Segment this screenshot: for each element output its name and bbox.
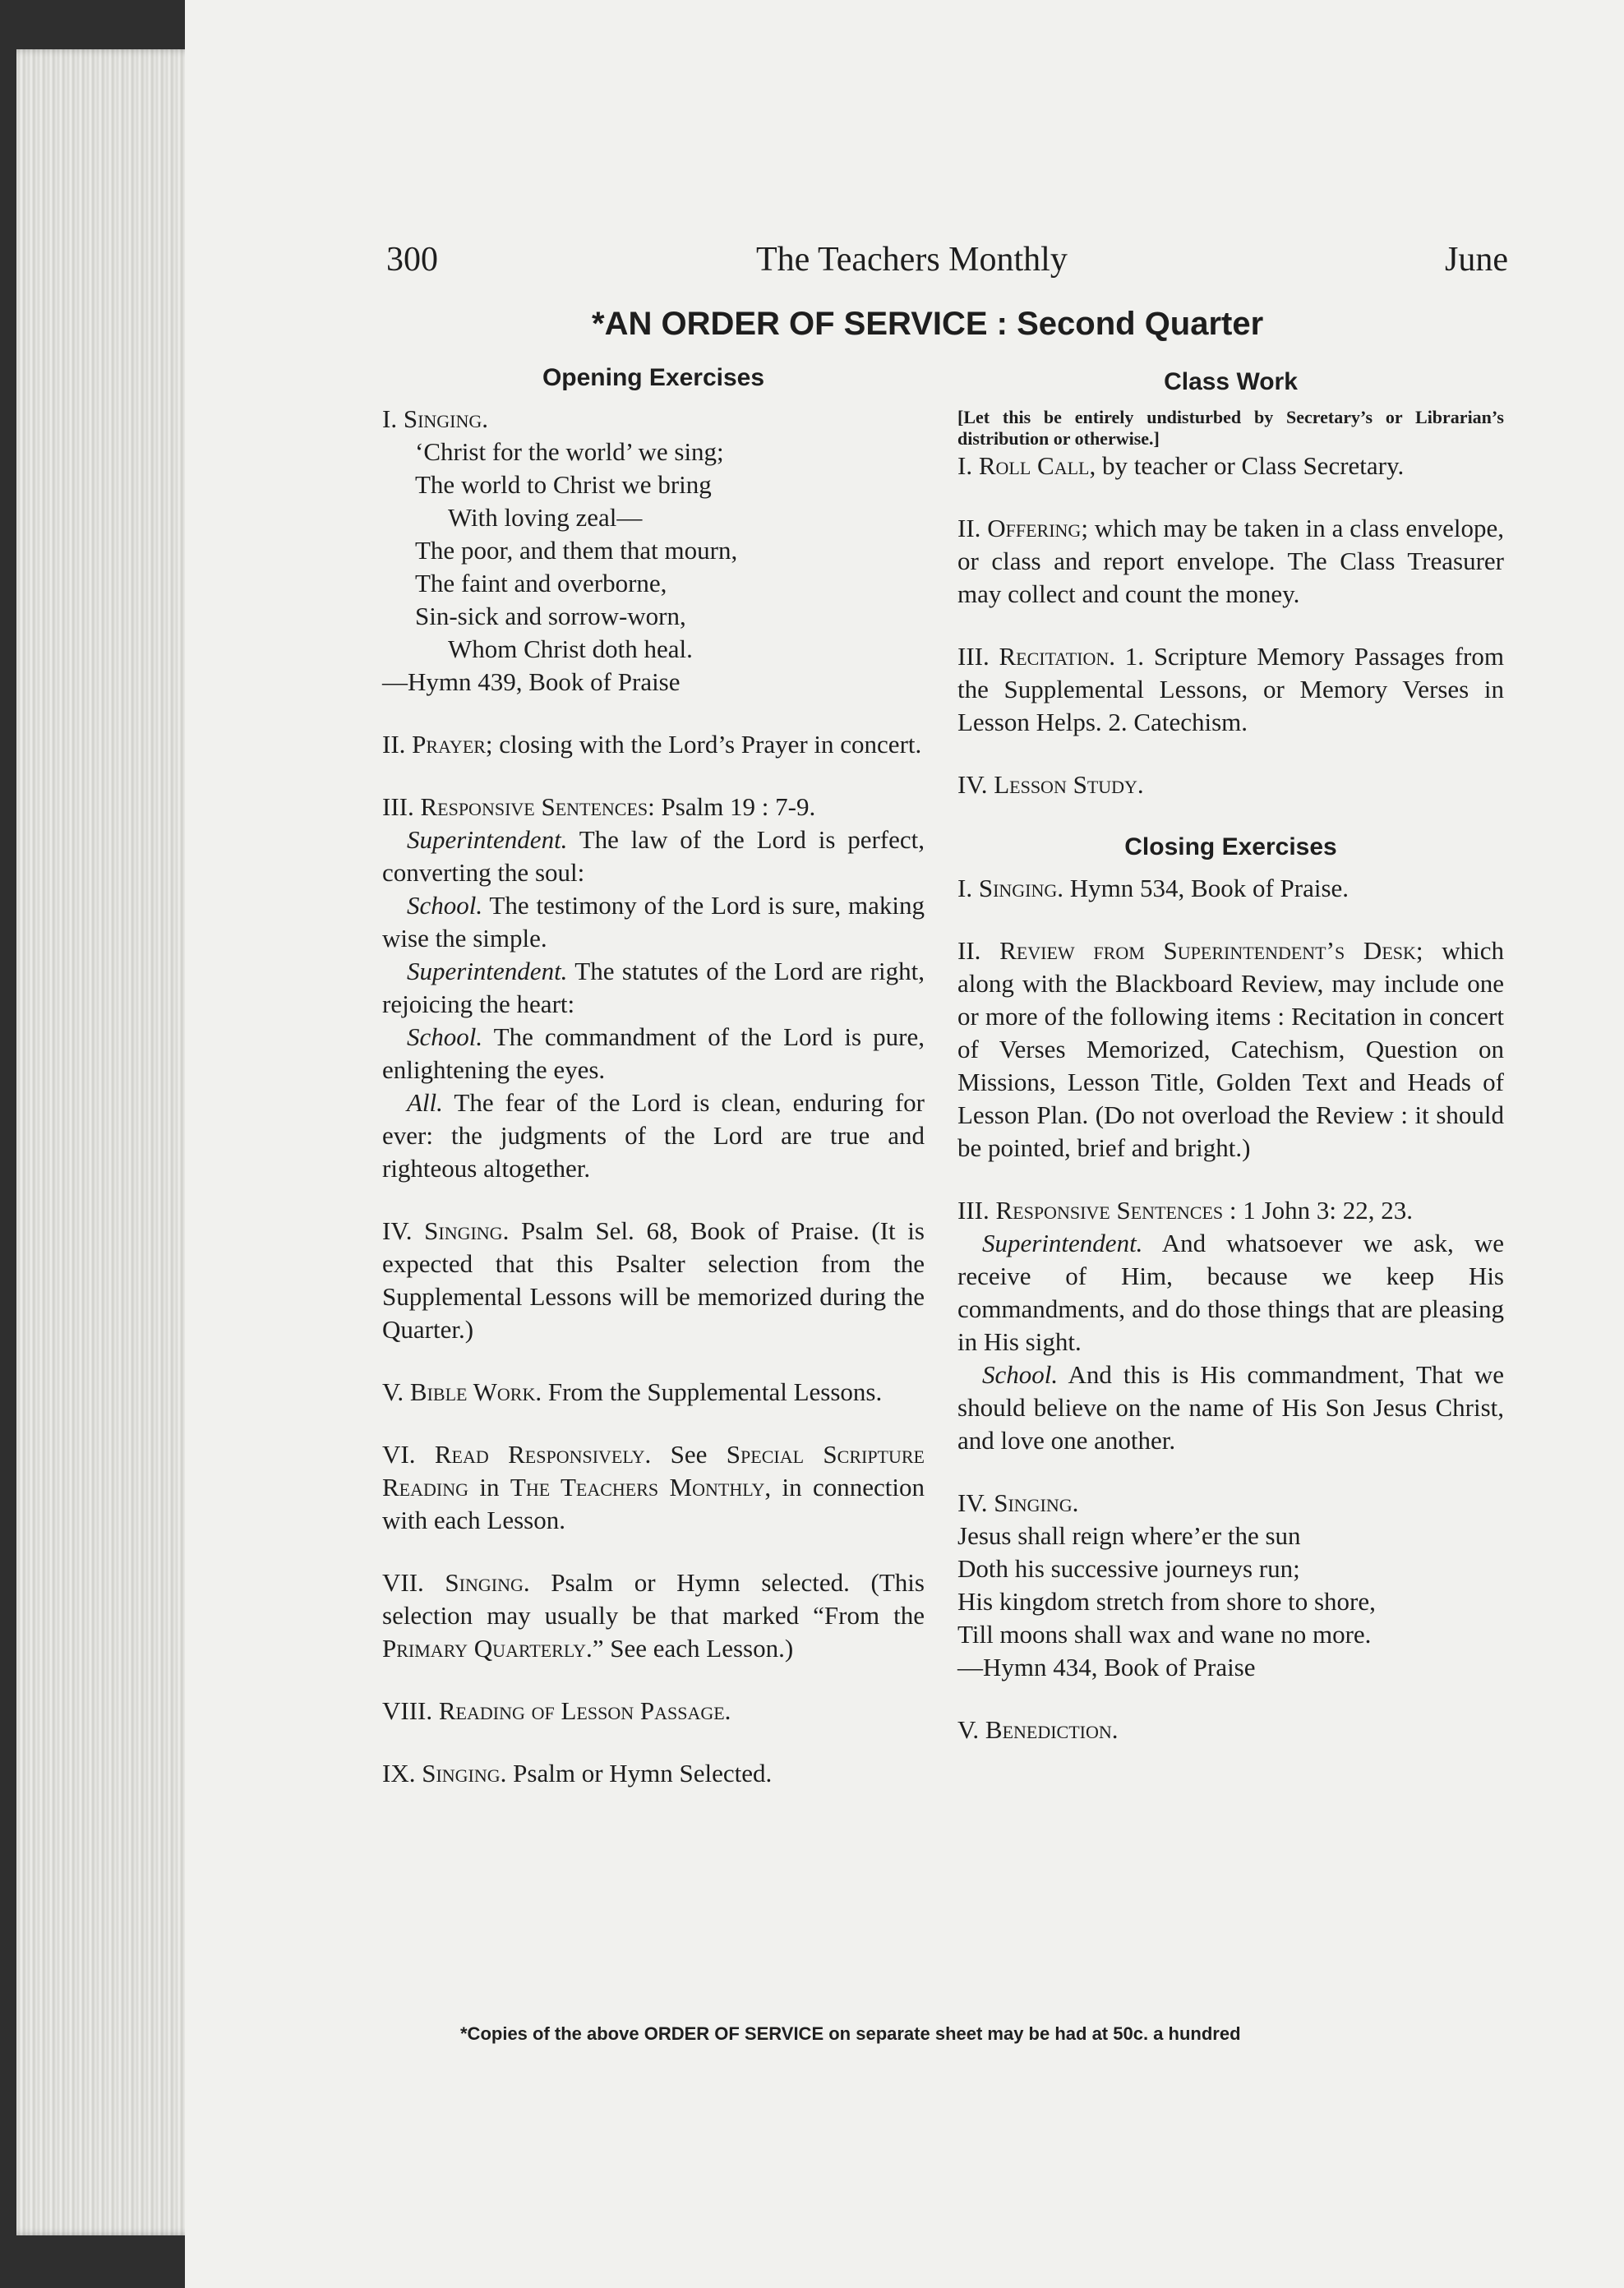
- response-line: Superintendent. The statutes of the Lord are right, rejoicing the heart:: [382, 957, 925, 1018]
- month-label: June: [1445, 241, 1508, 279]
- book-page-edges: [16, 49, 205, 2235]
- reading-lesson-passage-item: VIII. Reading of Lesson Passage.: [382, 1696, 731, 1725]
- right-column: [957, 366, 1504, 1746]
- closing-exercises-heading: Closing Exercises: [1124, 833, 1337, 860]
- singing-1-label: I. Singing.: [382, 404, 489, 433]
- benediction-item: V. Benediction.: [957, 1715, 1119, 1744]
- closing-singing-1-item: I. Singing. Hymn 534, Book of Praise.: [957, 874, 1349, 902]
- hymn-line: Whom Christ doth heal.: [448, 634, 693, 663]
- class-work-heading: Class Work: [1164, 368, 1298, 395]
- hymn-verse: [382, 436, 925, 666]
- footnote: *Copies of the above ORDER OF SERVICE on separate sheet may be had at 50c. a hundred: [460, 2023, 1241, 2044]
- response-line: Superintendent. And whatsoever we ask, we receive of Him, because we keep His commandments, and do those things that are pleasing in His sight.: [957, 1229, 1504, 1356]
- roll-call-item: I. Roll Call, by teacher or Class Secretary.: [957, 451, 1405, 480]
- response-line: School. The commandment of the Lord is pure, enlightening the eyes.: [382, 1022, 925, 1084]
- response-line: School. The testimony of the Lord is sure, making wise the simple.: [382, 891, 925, 953]
- left-column: [382, 362, 925, 1790]
- hymn-line: Sin-sick and sorrow-worn,: [415, 602, 686, 630]
- closing-responsive-item: III. Responsive Sentences : 1 John 3: 22, 23.: [957, 1196, 1413, 1225]
- recitation-item: III. Recitation. 1. Scripture Memory Passages from the Supplemental Lessons, or Memory Verses in Lesson Helps. 2. Catechism.: [957, 642, 1504, 736]
- closing-hymn-attribution: —Hymn 434, Book of Praise: [957, 1653, 1256, 1681]
- page-title: *AN ORDER OF SERVICE : Second Quarter: [592, 306, 1264, 342]
- running-title: The Teachers Monthly: [756, 241, 1068, 279]
- responsive-sentences-item: III. Responsive Sentences: Psalm 19 : 7-9.: [382, 792, 816, 821]
- closing-hymn-verse: [957, 1520, 1504, 1651]
- hymn-line: With loving zeal—: [448, 503, 643, 532]
- bible-work-item: V. Bible Work. From the Supplemental Lessons.: [382, 1377, 883, 1406]
- hymn-line: His kingdom stretch from shore to shore,: [957, 1587, 1376, 1616]
- hymn-line: The poor, and them that mourn,: [415, 536, 738, 565]
- hymn-line: The world to Christ we bring: [415, 470, 712, 499]
- singing-9-item: IX. Singing. Psalm or Hymn Selected.: [382, 1759, 773, 1788]
- read-responsively-item: VI. Read Responsively. See Special Scripture Reading in The Teachers Monthly, in connection with each Lesson.: [382, 1440, 925, 1534]
- singing-7-item: VII. Singing. Psalm or Hymn selected. (This selection may usually be that marked “From the Primary Quarterly.” See each Lesson.): [382, 1568, 925, 1663]
- page-number: 300: [386, 241, 438, 279]
- opening-exercises-heading: Opening Exercises: [542, 364, 765, 391]
- offering-item: II. Offering; which may be taken in a class envelope, or class and report envelope. The Class Treasurer may collect and count the money.: [957, 514, 1504, 608]
- lesson-study-item: IV. Lesson Study.: [957, 770, 1144, 799]
- hymn-line: Doth his successive journeys run;: [957, 1554, 1300, 1583]
- prayer-item: II. Prayer; closing with the Lord’s Prayer in concert.: [382, 730, 922, 759]
- response-line: Superintendent. The law of the Lord is perfect, converting the soul:: [382, 825, 925, 887]
- response-line: All. The fear of the Lord is clean, enduring for ever: the judgments of the Lord are true and righteous altogether.: [382, 1088, 925, 1183]
- running-header: [386, 240, 1508, 289]
- hymn-line: The faint and overborne,: [415, 569, 667, 597]
- hymn-line: Till moons shall wax and wane no more.: [957, 1620, 1372, 1649]
- review-item: II. Review from Superintendent’s Desk; which along with the Blackboard Review, may include one or more of the following items : Recitation in concert of Verses Memorized, Catechism, Question on Missions, Lesson Title, Golden Text and Heads of Lesson Plan. (Do not overload the Review : it should be pointed, brief and bright.): [957, 936, 1505, 1162]
- hymn-attribution: —Hymn 439, Book of Praise: [382, 667, 681, 696]
- class-work-note: [Let this be entirely undisturbed by Secretary’s or Librarian’s distribution or otherwise.]: [957, 407, 1504, 449]
- response-line: School. And this is His commandment, That we should believe on the name of His Son Jesus Christ, and love one another.: [957, 1360, 1504, 1455]
- hymn-line: ‘Christ for the world’ we sing;: [415, 437, 724, 466]
- closing-singing-4-label: IV. Singing.: [957, 1488, 1079, 1517]
- singing-4-item: IV. Singing. Psalm Sel. 68, Book of Praise. (It is expected that this Psalter selection from the Supplemental Lessons will be memorized during the Quarter.): [382, 1216, 925, 1344]
- hymn-line: Jesus shall reign where’er the sun: [957, 1521, 1301, 1550]
